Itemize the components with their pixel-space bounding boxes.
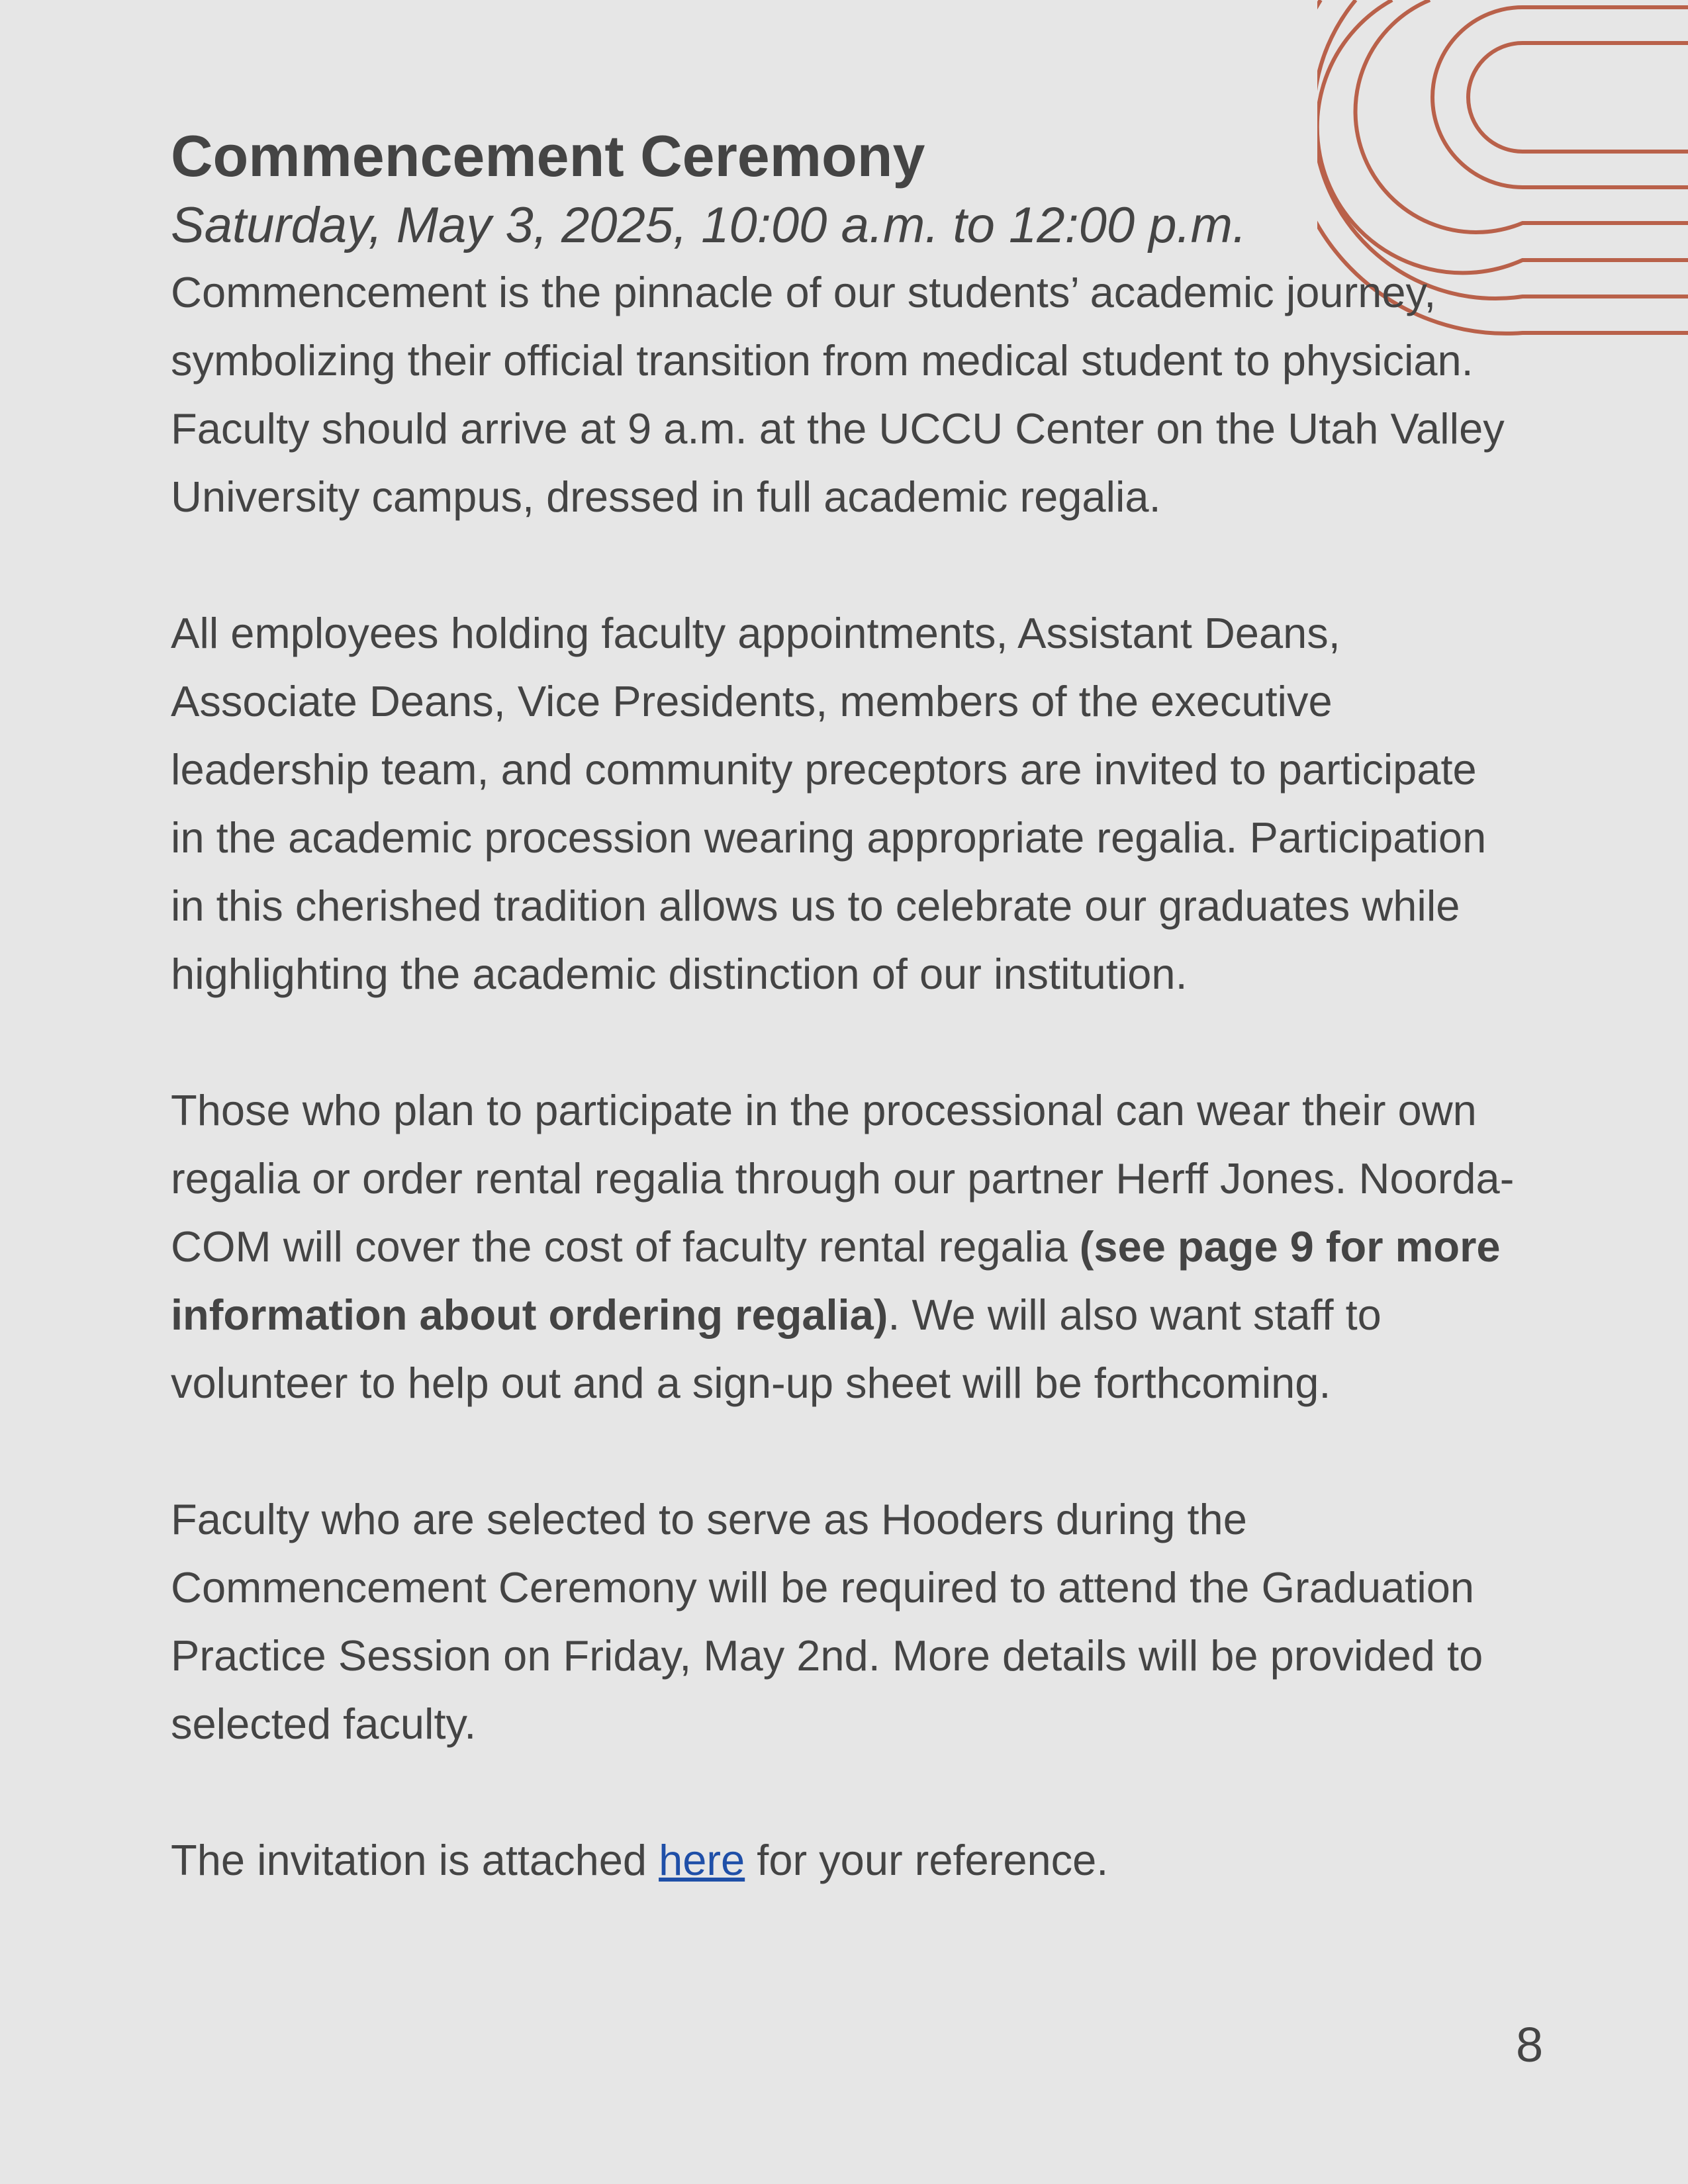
invitation-text-1: The invitation is attached xyxy=(171,1836,659,1884)
page-number: 8 xyxy=(1516,2017,1544,2072)
paragraph-hooders: Faculty who are selected to serve as Hooders during the Commencement Ceremony will be required to attend the Graduation Practice Session on Friday, May 2nd. More details will be provided to selected faculty. xyxy=(171,1495,1483,1748)
regalia-ordering-note: (see page 9 for more information about ordering regalia) xyxy=(171,1222,1501,1339)
page-title: Commencement Ceremony xyxy=(171,123,925,189)
event-date-time: Saturday, May 3, 2025, 10:00 a.m. to 12:00 p.m. xyxy=(171,197,1247,253)
paragraph-regalia-text-2: . We will also want staff to volunteer to help out and a sign-up sheet will be forthcoming. xyxy=(171,1291,1382,1407)
invitation-link[interactable]: here xyxy=(659,1836,745,1884)
paragraph-procession: All employees holding faculty appointments, Assistant Deans, Associate Deans, Vice Presidents, members of the executive leadership team, and community preceptors are invited to participate in the academic procession wearing appropriate regalia. Participation in this cherished tradition allows us to celebrate our graduates while highlighting the academic distinction of our institution. xyxy=(171,609,1487,998)
paragraph-regalia xyxy=(171,1076,1521,1417)
invitation-text-2: for your reference. xyxy=(745,1836,1109,1884)
document-body xyxy=(171,119,1521,1894)
paragraph-intro: Commencement is the pinnacle of our students’ academic journey, symbolizing their official transition from medical student to physician. Faculty should arrive at 9 a.m. at the UCCU Center on the Utah Valley University campus, dressed in full academic regalia. xyxy=(171,268,1505,521)
paragraph-regalia-text-1: Those who plan to participate in the processional can wear their own regalia or order rental regalia through our partner Herff Jones. Noorda-COM will cover the cost of faculty rental regalia xyxy=(171,1086,1515,1271)
paragraph-invitation xyxy=(171,1826,1521,1894)
